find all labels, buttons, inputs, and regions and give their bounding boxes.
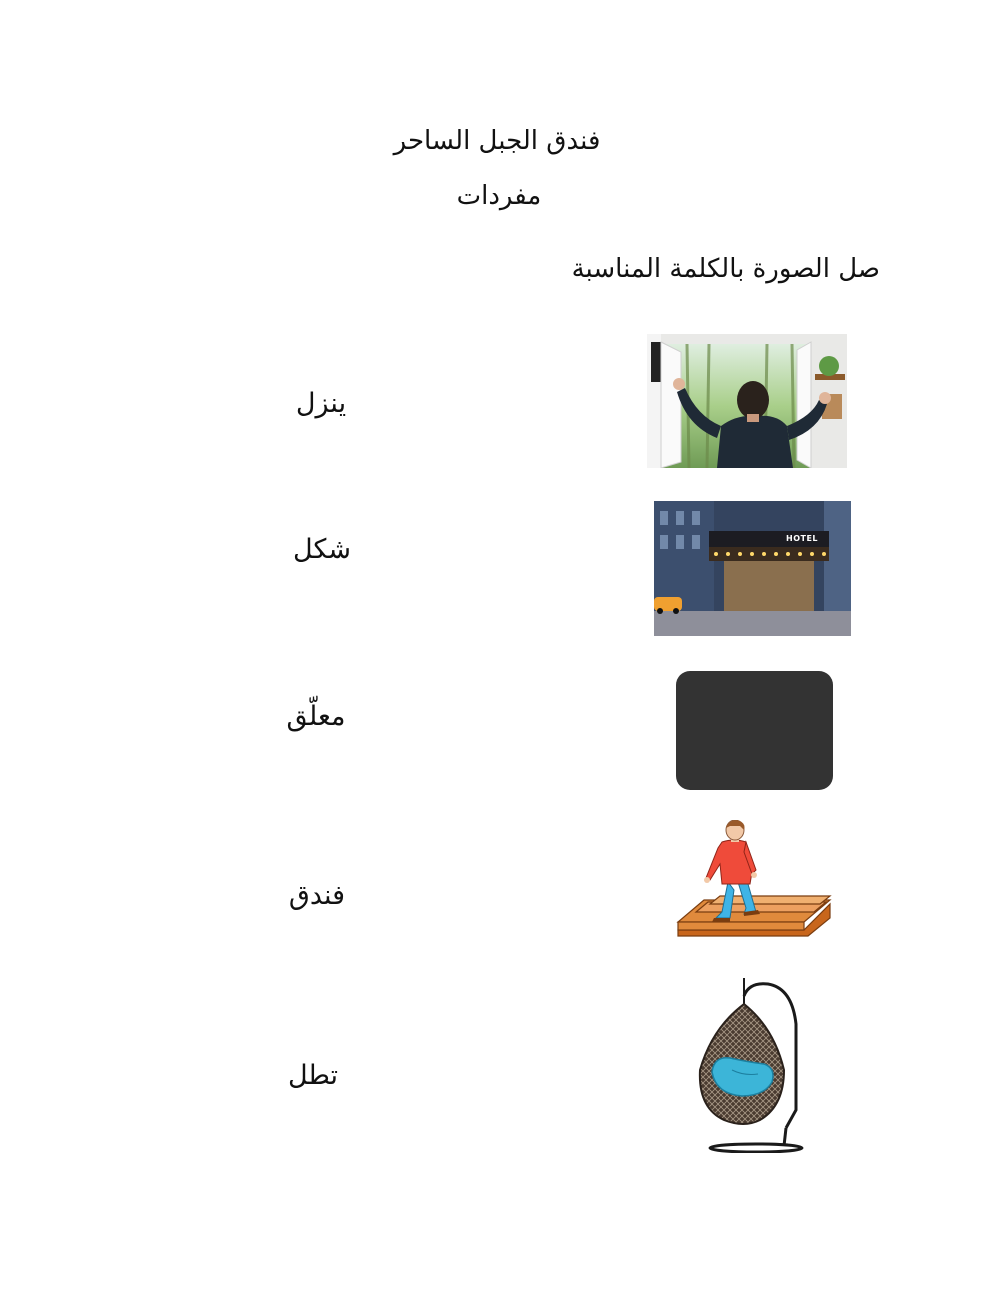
- word-funduq[interactable]: فندق: [288, 880, 346, 911]
- word-yanzil[interactable]: ينزل: [295, 388, 347, 419]
- worksheet-title: فندق الجبل الساحر: [393, 126, 601, 156]
- instruction: صل الصورة بالكلمة المناسبة: [571, 254, 880, 284]
- word-tutill[interactable]: تطل: [287, 1060, 339, 1091]
- hotel-sign: HOTEL: [786, 534, 819, 543]
- word-shakl[interactable]: شكل: [293, 534, 351, 565]
- worksheet-subtitle: مفردات: [456, 181, 542, 211]
- word-muallaq[interactable]: معلّق: [286, 701, 346, 732]
- hotel-entrance-image[interactable]: [654, 501, 851, 636]
- dark-rounded-shape-image[interactable]: [676, 671, 833, 790]
- person-opening-window-image[interactable]: [647, 334, 847, 468]
- boy-walking-down-stairs-image[interactable]: [674, 820, 834, 938]
- hanging-egg-chair-image[interactable]: [694, 978, 820, 1153]
